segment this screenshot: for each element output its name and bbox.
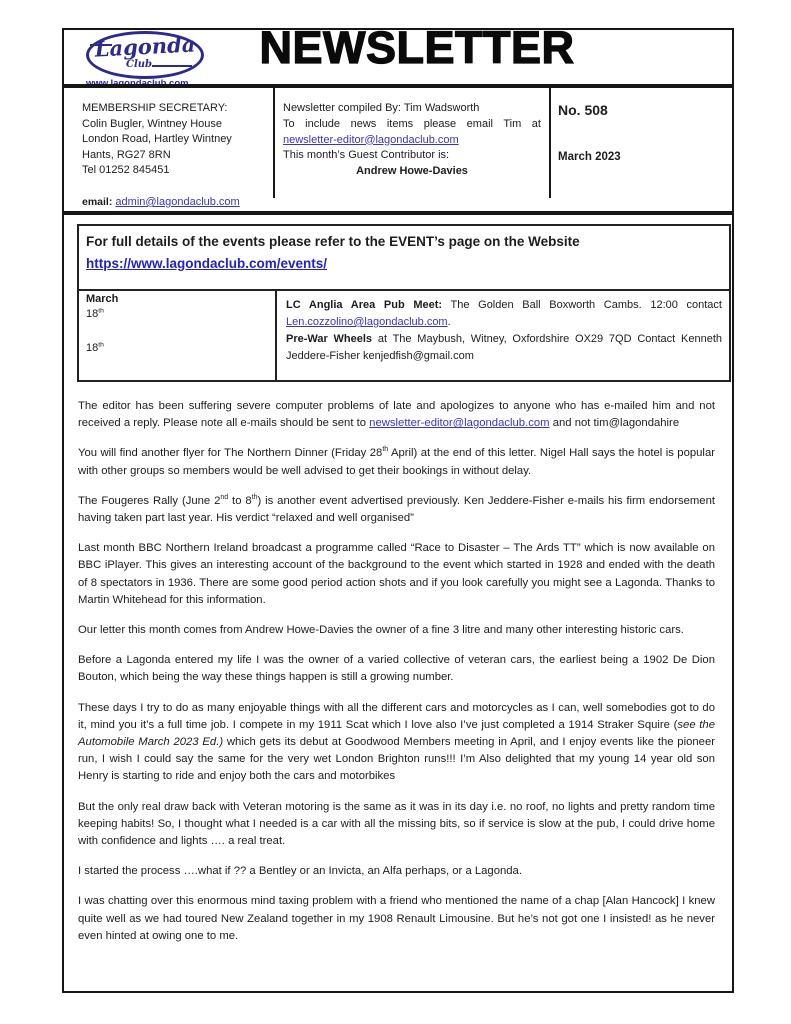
text-run: Pre-War Wheels	[286, 333, 373, 345]
superscript: th	[98, 341, 104, 349]
superscript: th	[382, 446, 389, 454]
text-run: which gets its debut at Goodwood Members meeting in April, and I enjoy events like the pioneer run, I wish I could say the same for the very wet London Brighton runs!!! I’m Also delighted that my young 14 year old son Henry is starting to ride and enjoy both the cars and motorbikes	[78, 736, 715, 783]
compiled-line: This month’s Guest Contributor is:	[283, 149, 450, 162]
logo-flourish	[152, 65, 192, 67]
header-column-divider	[549, 88, 551, 198]
membership-line: MEMBERSHIP SECRETARY:	[82, 102, 228, 114]
text-run: and not tim@lagondahire	[549, 417, 680, 430]
guest-contributor-name: Andrew Howe-Davies	[356, 165, 468, 178]
body-paragraph	[78, 652, 715, 686]
club-email-row	[82, 196, 240, 208]
issue-number: No. 508	[558, 102, 608, 118]
text-run: Before a Lagonda entered my life I was the owner of a varied collective of veteran cars, the earliest being a 1902 De Dion Bouton, which being the way these things happen is still a growing number.	[78, 654, 715, 684]
event-date	[86, 307, 104, 322]
text-run: Last month BBC Northern Ireland broadcast a programme called “Race to Disaster – The Ards TT” which is now available on BBC iPlayer. This gives an interesting account of the background to the event which started in 1928 and ended with the death of 8 spectators in 1936. There are some good period action shots and if you look carefully you might see a Lagonda. Thanks to Martin Whitehead for this information.	[78, 542, 715, 606]
membership-secretary-block	[82, 101, 267, 179]
admin-email-link[interactable]: admin@lagondaclub.com	[115, 196, 240, 208]
body-paragraph	[78, 540, 715, 609]
event-detail	[286, 297, 722, 331]
lagonda-club-logo	[86, 31, 204, 77]
event-detail	[286, 331, 722, 365]
superscript: nd	[220, 494, 229, 502]
event-date	[86, 341, 104, 356]
superscript: th	[251, 494, 258, 502]
text-run: These days I try to do as many enjoyable things with all the different cars and motorcycles as I can, well somebodies got to do it, mind you it’s a full time job. I compete in my 1911 Scat which I love also I’ve just completed a 1914 Straker Squire (	[78, 701, 715, 731]
compiled-line: Newsletter compiled By: Tim Wadsworth	[283, 102, 480, 114]
text-run: The editor has been suffering severe computer problems of late and apologizes to anyone who has e-mailed him and not received a reply. Please note all e-mails should be sent to	[78, 400, 715, 430]
text-run: at The Maybush, Witney, Oxfordshire OX29 7QD Contact Kenneth Jeddere-Fisher kenjedfish@gmail.com	[286, 333, 722, 362]
letter-body	[78, 398, 715, 958]
body-paragraph	[78, 445, 715, 479]
membership-line: Hants, RG27 8RN	[82, 148, 171, 161]
events-divider-horizontal	[77, 289, 731, 291]
compiled-by-block	[283, 101, 541, 180]
events-detail-column	[286, 297, 722, 365]
body-paragraph	[78, 622, 715, 639]
body-paragraph	[78, 893, 715, 945]
body-paragraph	[78, 700, 715, 786]
text-run: see the Automobile March 2023 Ed.)	[78, 718, 715, 749]
inline-link[interactable]: Len.cozzolino@lagondaclub.com	[286, 316, 448, 328]
newsletter-title: NEWSLETTER	[259, 22, 575, 73]
membership-line: London Road, Hartley Wintney	[82, 133, 232, 146]
text-run: I started the process ….what if ?? a Bentley or an Invicta, an Alfa perhaps, or a Lagonda.	[78, 865, 522, 878]
events-intro	[86, 231, 722, 275]
logo-brand-text: Lagonda	[94, 31, 196, 62]
events-intro-text: For full details of the events please refer to the EVENT’s page on the Website	[86, 234, 580, 249]
email-label: email:	[82, 196, 113, 208]
text-run: to 8	[228, 494, 252, 507]
body-paragraph	[78, 863, 715, 880]
editor-email-link[interactable]: newsletter-editor@lagondaclub.com	[283, 133, 459, 146]
inline-link[interactable]: newsletter-editor@lagondaclub.com	[369, 417, 550, 430]
text-run: LC Anglia Area Pub Meet:	[286, 299, 443, 311]
header-rule-top	[62, 84, 734, 88]
text-run: Our letter this month comes from Andrew Howe-Davies the owner of a fine 3 litre and many other interesting historic cars.	[78, 624, 684, 637]
text-run: ) is another event advertised previously. Ken Jeddere-Fisher e-mails his firm endorsement having taken part last year. His verdict “relaxed and well organised”	[78, 494, 715, 525]
header-column-divider	[273, 88, 275, 198]
text-run: 18	[86, 342, 99, 354]
events-page-link[interactable]: https://www.lagondaclub.com/events/	[86, 256, 328, 271]
events-month: March	[86, 293, 119, 305]
issue-date: March 2023	[558, 151, 621, 163]
membership-line: Tel 01252 845451	[82, 164, 170, 177]
logo-sub-text: Club	[126, 59, 153, 70]
membership-line: Colin Bugler, Wintney House	[82, 117, 223, 130]
body-paragraph	[78, 398, 715, 432]
text-run: You will find another flyer for The Northern Dinner (Friday 28	[78, 447, 383, 460]
compiled-line: To include news items please email Tim at	[283, 117, 541, 130]
text-run: But the only real draw back with Veteran motoring is the same as it was in its day i.e. no roof, no lights and pretty random time keeping habits! So, I thought what I needed is a car with all the missing bits, so if service is slow at the pub, I could drive home with confidence and lights …. a real treat.	[78, 800, 715, 848]
text-run: 18	[86, 308, 99, 320]
header-rule-bottom	[62, 211, 734, 215]
text-run: The Golden Ball Boxworth Cambs. 12:00 contact	[442, 299, 722, 311]
events-date-column	[86, 292, 256, 354]
text-run: April) at the end of this letter. Nigel Hall says the hotel is popular with other groups so members would be well advised to get their bookings in without delay.	[78, 447, 715, 477]
superscript: th	[98, 307, 104, 315]
events-divider-vertical	[275, 289, 277, 382]
text-run: .	[447, 316, 451, 328]
body-paragraph	[78, 493, 715, 527]
text-run: The Fougeres Rally (June 2	[78, 494, 221, 507]
text-run: I was chatting over this enormous mind taxing problem with a friend who mentioned the name of a chap [Alan Hancock] I knew quite well as we had toured New Zealand together in my 1908 Renault Limousine. But he’s not got one I insisted! as he never even hinted at owing one to me.	[78, 895, 715, 942]
body-paragraph	[78, 799, 715, 851]
